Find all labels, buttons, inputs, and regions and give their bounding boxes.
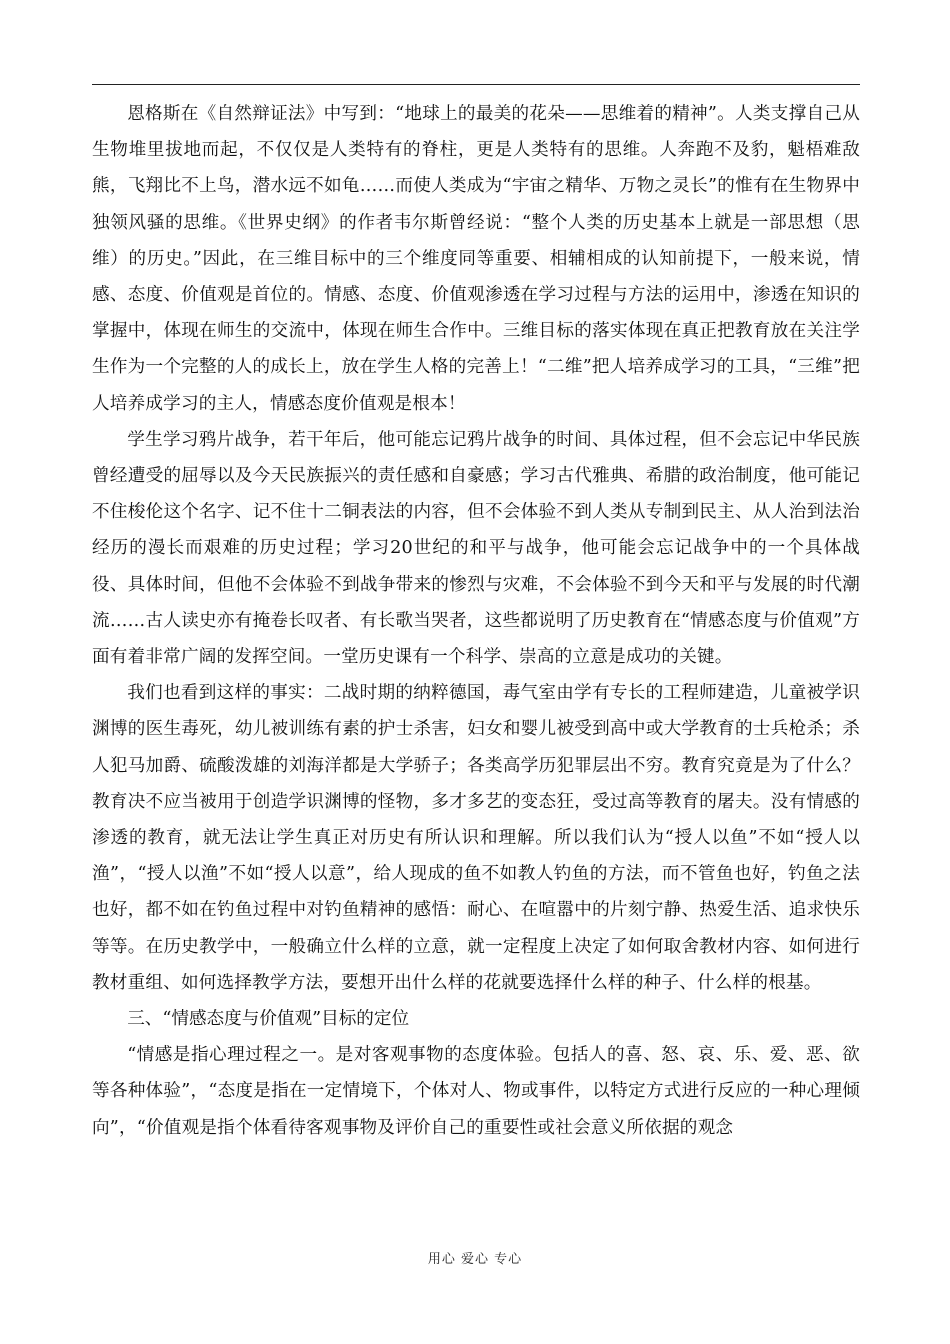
paragraph-opium-war: 学生学习鸦片战争，若干年后，他可能忘记鸦片战争的时间、具体过程，但不会忘记中华民族曾经遭受的屈辱以及今天民族振兴的责任感和自豪感；学习古代雅典、希腊的政治制度，他可能记不住梭伦这个名字、记不住十二铜表法的内容，但不会体验不到人类从专制到民主、从人治到法治经历的漫长而艰难的历史过程；学习20世纪的和平与战争，他可能会忘记战争中的一个具体战役、具体时间，但他不会体验不到战争带来的惨烈与灾难，不会体验不到今天和平与发展的时代潮流……古人读史亦有掩卷长叹者、有长歌当哭者，这些都说明了历史教育在“情感态度与价值观”方面有着非常广阔的发挥空间。一堂历史课有一个科学、崇高的立意是成功的关键。 [92, 429, 860, 668]
paragraph-engels-quote: 恩格斯在《自然辩证法》中写到：“地球上的最美的花朵——思维着的精神”。人类支撑自己从生物堆里拔地而起，不仅仅是人类特有的脊柱，更是人类特有的思维。人奔跑不及豹，魁梧难敌熊，飞翔比不上鸟，潜水远不如龟……而使人类成为“宇宙之精华、万物之灵长”的惟有在生物界中独领风骚的思维。《世界史纲》的作者韦尔斯曾经说：“整个人类的历史基本上就是一部思想（思维）的历史。”因此，在三维目标中的三个维度同等重要、相辅相成的认知前提下，一般来说，情感、态度、价值观是首位的。情感、态度、价值观渗透在学习过程与方法的运用中，渗透在知识的掌握中，体现在师生的交流中，体现在师生合作中。三维目标的落实体现在真正把教育放在关注学生作为一个完整的人的成长上，放在学生人格的完善上！“二维”把人培养成学习的工具，“三维”把人培养成学习的主人，情感态度价值观是根本！ [92, 104, 860, 414]
document-body [92, 96, 860, 1146]
header-rule [92, 84, 860, 85]
paragraph-nazi-facts: 我们也看到这样的事实：二战时期的纳粹德国，毒气室由学有专长的工程师建造，儿童被学识渊博的医生毒死，幼儿被训练有素的护士杀害，妇女和婴儿被受到高中或大学教育的士兵枪杀；杀人犯马加爵、硫酸泼雄的刘海洋都是大学骄子；各类高学历犯罪层出不穷。教育究竟是为了什么？教育决不应当被用于创造学识渊博的怪物，多才多艺的变态狂，受过高等教育的屠夫。没有情感的渗透的教育，就无法让学生真正对历史有所认识和理解。所以我们认为“授人以鱼”不如“授人以渔”，“授人以渔”不如“授人以意”，给人现成的鱼不如教人钓鱼的方法，而不管鱼也好，钓鱼之法也好，都不如在钓鱼过程中对钓鱼精神的感悟：耐心、在喧嚣中的片刻宁静、热爱生活、追求快乐等等。在历史教学中，一般确立什么样的立意，就一定程度上决定了如何取舍教材内容、如何进行教材重组、如何选择教学方法，要想开出什么样的花就要选择什么样的种子、什么样的根基。 [92, 683, 860, 993]
paragraph-definitions: “情感是指心理过程之一。是对客观事物的态度体验。包括人的喜、怒、哀、乐、爱、恶、欲等各种体验”，“态度是指在一定情境下，个体对人、物或事件，以特定方式进行反应的一种心理倾向”，“价值观是指个体看待客观事物及评价自己的重要性或社会意义所依据的观念 [92, 1045, 860, 1138]
section-heading: 三、“情感态度与价值观”目标的定位 [127, 1009, 410, 1030]
page-footer: 用心 爱心 专心 [427, 1252, 523, 1267]
